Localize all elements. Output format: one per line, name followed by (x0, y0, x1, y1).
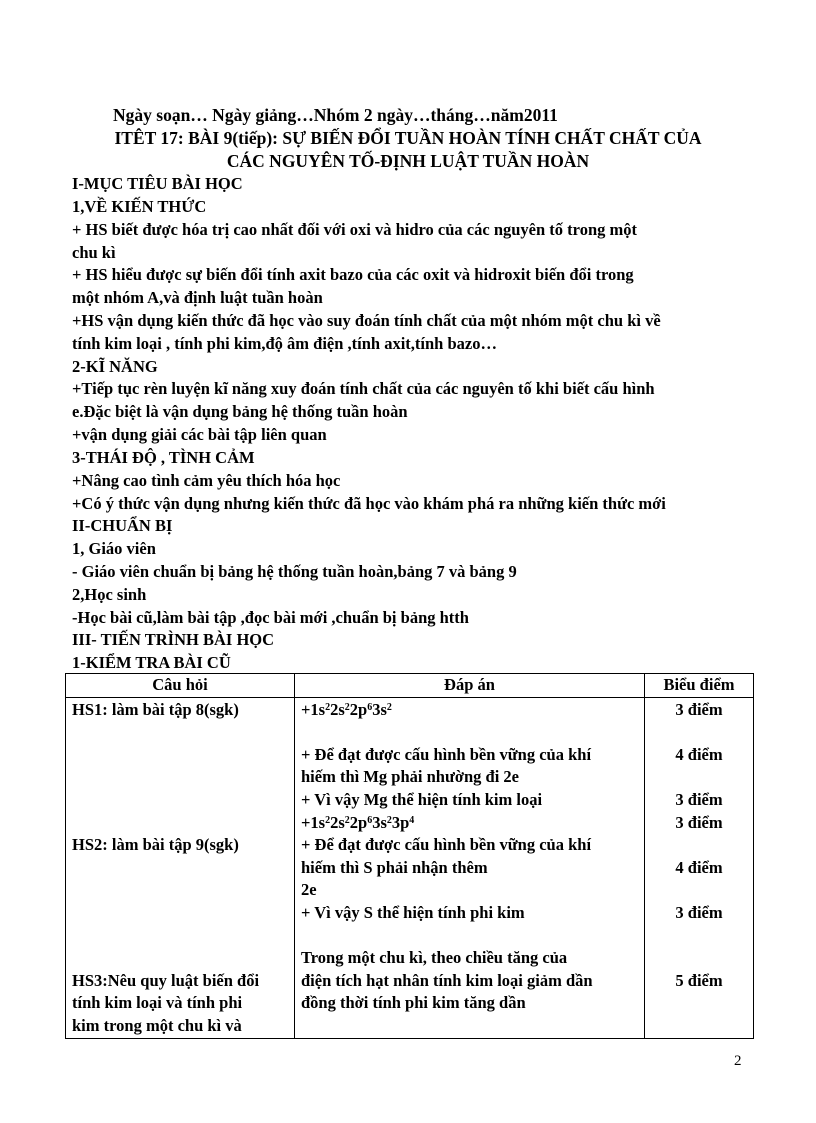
points-hs2-2: 4 điểm (675, 857, 723, 877)
lesson-title-line2: CÁC NGUYÊN TỐ-ĐỊNH LUẬT TUẦN HOÀN (226, 151, 590, 171)
points-hs1-3: 3 điểm (675, 789, 723, 809)
answer-hs2-line3: hiếm thì S phải nhận thêm (301, 857, 488, 877)
points-hs3: 5 điểm (675, 970, 723, 990)
text-line: + HS biết được hóa trị cao nhất đối với oxi và hidro của các nguyên tố trong một (72, 220, 637, 239)
answer-hs3-line2: điện tích hạt nhân tính kim loại giảm dần (301, 970, 593, 990)
text-line: +Nâng cao tình cảm yêu thích hóa học (72, 471, 341, 490)
text-line: +vận dụng giải các bài tập liên quan (72, 425, 327, 444)
assessment-table (65, 673, 754, 1039)
subheading-skills: 2-KĨ NĂNG (72, 357, 158, 376)
text-line: - Giáo viên chuẩn bị bảng hệ thống tuần hoàn,bảng 7 và bảng 9 (72, 562, 517, 581)
question-hs3-line3: kim trong một chu kì và (72, 1015, 242, 1035)
section-heading-preparation: II-CHUẨN BỊ (72, 516, 173, 535)
answer-hs3-line1: Trong một chu kì, theo chiều tăng của (301, 948, 568, 968)
question-hs3-line1: HS3:Nêu quy luật biến đổi (72, 970, 260, 990)
answer-hs3-line3: đồng thời tính phi kim tăng dần (301, 993, 526, 1013)
answer-cell (295, 697, 645, 1038)
answer-hs2-line5: + Vì vậy S thể hiện tính phi kim (301, 902, 525, 922)
column-header-points: Biểu điểm (645, 674, 754, 698)
answer-hs2-line4: 2e (301, 880, 317, 900)
subheading-knowledge: 1,VỀ KIẾN THỨC (72, 197, 207, 216)
column-header-question: Câu hỏi (66, 674, 295, 698)
section-heading-process: III- TIẾN TRÌNH BÀI HỌC (72, 630, 275, 649)
text-line: một nhóm A,và định luật tuần hoàn (72, 288, 323, 307)
question-hs2: HS2: làm bài tập 9(sgk) (72, 835, 239, 855)
answer-hs1-config: $+1s^22s^22p^63s^2$ (301, 699, 392, 719)
text-line: + HS hiểu được sự biến đổi tính axit bazo của các oxit và hidroxit biến đổi trong (72, 265, 634, 284)
text-line: e.Đặc biệt là vận dụng bảng hệ thống tuần hoàn (72, 402, 408, 421)
page-number: 2 (734, 1053, 742, 1069)
subheading-teacher: 1, Giáo viên (72, 539, 156, 558)
points-hs1-2: 4 điểm (675, 744, 723, 764)
answer-hs1-line4: + Vì vậy Mg thể hiện tính kim loại (301, 789, 543, 809)
points-hs1: 3 điểm (675, 699, 723, 719)
subheading-check-old-lesson: 1-KIỂM TRA BÀI CŨ (72, 653, 231, 672)
column-header-answer: Đáp án (295, 674, 645, 698)
text-line: tính kim loại , tính phi kim,độ âm điện ,tính axit,tính bazo… (72, 334, 497, 353)
lesson-title-line1: ITÊT 17: BÀI 9(tiếp): SỰ BIẾN ĐỔI TUẦN HOÀN TÍNH CHẤT CHẤT CỦA (114, 128, 702, 148)
points-cell (645, 697, 754, 1038)
text-line: +Tiếp tục rèn luyện kĩ năng xuy đoán tính chất của các nguyên tố khi biết cấu hình (72, 379, 655, 398)
answer-hs2-config: $+1s^22s^22p^63s^23p^4$ (301, 812, 415, 832)
text-line: +Có ý thức vận dụng nhưng kiến thức đã học vào khám phá ra những kiến thức mới (72, 494, 666, 513)
text-line: chu kì (72, 243, 116, 262)
answer-hs1-line3: hiếm thì Mg phải nhường đi 2e (301, 767, 519, 787)
subheading-student: 2,Học sinh (72, 585, 147, 604)
answer-hs1-line2: + Để đạt được cấu hình bền vững của khí (301, 744, 592, 764)
question-hs3-line2: tính kim loại và tính phi (72, 993, 243, 1013)
text-line: +HS vận dụng kiến thức đã học vào suy đoán tính chất của một nhóm một chu kì về (72, 311, 661, 330)
table-row (66, 697, 754, 1038)
question-hs1: HS1: làm bài tập 8(sgk) (72, 699, 239, 719)
text-line: -Học bài cũ,làm bài tập ,đọc bài mới ,chuẩn bị bảng htth (72, 608, 469, 627)
question-cell (66, 697, 295, 1038)
points-hs2-3: 3 điểm (675, 902, 723, 922)
date-line: Ngày soạn… Ngày giảng…Nhóm 2 ngày…tháng…năm2011 (113, 105, 558, 125)
section-heading-objectives: I-MỤC TIÊU BÀI HỌC (72, 174, 243, 193)
subheading-attitude: 3-THÁI ĐỘ , TÌNH CẢM (72, 448, 255, 467)
table-header-row (66, 674, 754, 698)
points-hs2: 3 điểm (675, 812, 723, 832)
answer-hs2-line2: + Để đạt được cấu hình bền vững của khí (301, 835, 592, 855)
